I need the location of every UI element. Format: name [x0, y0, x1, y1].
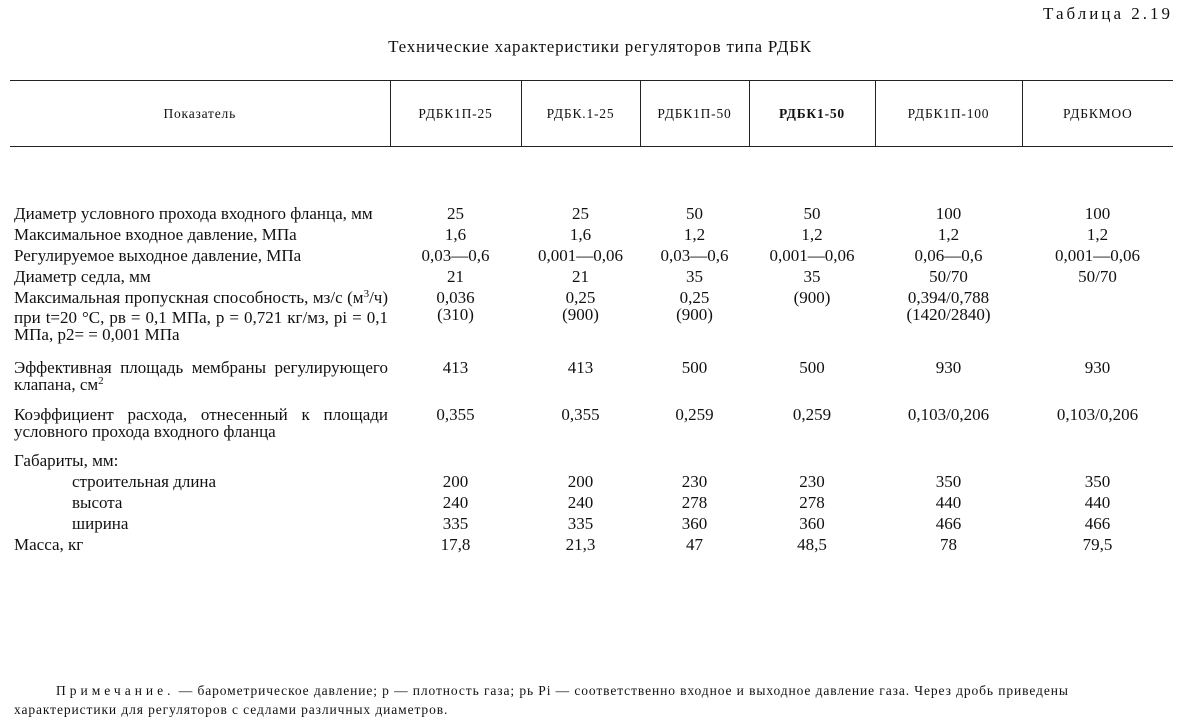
row-value: 25	[447, 204, 464, 223]
row-value: 0,25 (900)	[676, 288, 713, 324]
row-value: 0,394/0,788 (1420/2840)	[906, 288, 991, 324]
row-value	[875, 440, 1022, 469]
row-value: 1,2	[683, 225, 706, 244]
table-number: Таблица 2.19	[1043, 4, 1173, 23]
row-value: 413	[442, 358, 469, 377]
row-param: Максимальная пропускная способность, мз/с $(м^3/ч)$ при t=20 °С, рв = 0,1 МПа, р = 0,721 кг/мз, рi = 0,1 МПа, р2= = 0,001 МПа	[14, 288, 388, 344]
table-row	[10, 469, 1173, 490]
row-value: 350	[1084, 472, 1111, 491]
row-param: ширина	[72, 514, 129, 533]
row-value: 360	[681, 514, 708, 533]
footnote	[14, 681, 1164, 719]
row-value: 25	[572, 204, 589, 223]
row-value: 0,259	[675, 405, 714, 424]
row-param: Масса, кг	[14, 535, 84, 554]
row-value: 413	[567, 358, 594, 377]
header-model: РДБК1П-50	[640, 81, 749, 147]
row-value: 35	[803, 267, 821, 286]
row-value: 79,5	[1082, 535, 1113, 554]
row-value	[1022, 440, 1173, 469]
table-body	[10, 147, 1173, 554]
row-value: 440	[935, 493, 962, 512]
row-param: Габариты, мм:	[14, 451, 119, 470]
row-value: 1,6	[444, 225, 467, 244]
spacer-row	[10, 147, 1173, 176]
row-value: 230	[681, 472, 708, 491]
row-value: (900)	[793, 288, 831, 307]
row-value: 21,3	[565, 535, 596, 554]
row-value: 230	[799, 472, 825, 491]
row-value: 1,2	[937, 225, 960, 244]
row-value: 200	[442, 472, 469, 491]
row-value: 100	[1084, 204, 1111, 223]
row-value: 50/70	[929, 267, 968, 286]
row-value: 278	[681, 493, 708, 512]
row-value: 0,25 (900)	[562, 288, 599, 324]
table-row	[10, 264, 1173, 285]
row-value: 930	[1084, 358, 1111, 377]
row-value: 0,103/0,206	[1056, 405, 1139, 424]
row-value: 500	[799, 358, 825, 377]
table-row	[10, 396, 1173, 440]
row-param: Максимальное входное давление, МПа	[14, 225, 297, 244]
row-value	[640, 440, 749, 469]
row-value: 1,2	[801, 225, 823, 244]
row-value: 240	[442, 493, 469, 512]
row-value: 930	[935, 358, 962, 377]
row-value: 0,001—0,06	[1055, 246, 1140, 265]
row-value: 0,03—0,6	[660, 246, 729, 265]
row-value: 35	[686, 267, 703, 286]
row-value: 17,8	[440, 535, 471, 554]
header-model: РДБК1П-25	[390, 81, 521, 147]
row-value: 0,355	[561, 405, 600, 424]
row-value: 21	[572, 267, 589, 286]
row-value: 335	[442, 514, 469, 533]
row-value: 200	[567, 472, 594, 491]
table-row	[10, 511, 1173, 532]
footnote-label: Примечание.	[56, 683, 175, 698]
row-value: 0,355	[436, 405, 475, 424]
row-value	[1022, 285, 1173, 343]
row-value: 47	[686, 535, 703, 554]
row-value: 0,036 (310)	[436, 288, 475, 324]
row-param: Регулируемое выходное давление, МПа	[14, 246, 302, 265]
table-row	[10, 175, 1173, 222]
row-value: 500	[681, 358, 708, 377]
row-value: 0,001—0,06	[769, 246, 855, 265]
row-value: 0,06—0,6	[914, 246, 983, 265]
row-value: 440	[1084, 493, 1111, 512]
row-value: 0,03—0,6	[421, 246, 490, 265]
header-model: РДБК1П-100	[875, 81, 1022, 147]
row-value: 50	[686, 204, 703, 223]
row-value	[749, 440, 875, 469]
row-param: строительная длина	[72, 472, 217, 491]
row-value: 1,6	[569, 225, 592, 244]
row-value: 0,001—0,06	[538, 246, 623, 265]
row-value: 335	[567, 514, 594, 533]
table-row	[10, 243, 1173, 264]
row-param: Диаметр условного прохода входного фланца, мм	[14, 204, 373, 223]
table-caption: Технические характеристики регуляторов типа РДБК	[388, 37, 812, 56]
row-value: 278	[799, 493, 825, 512]
row-value: 350	[935, 472, 962, 491]
table-row	[10, 440, 1173, 469]
spec-table	[10, 80, 1173, 553]
row-value: 100	[935, 204, 962, 223]
table-row	[10, 285, 1173, 343]
row-param: Коэффициент расхода, отнесенный к площади условного прохода входного фланца	[14, 405, 388, 441]
header-model: РДБК.1-25	[521, 81, 640, 147]
row-value	[390, 440, 521, 469]
table-row	[10, 490, 1173, 511]
row-value: 360	[799, 514, 825, 533]
header-model: РДБК1-50	[749, 81, 875, 147]
table-row	[10, 343, 1173, 396]
row-value: 0,103/0,206	[907, 405, 990, 424]
row-param: Эффективная площадь мембраны регулирующего клапана, $см^2$	[14, 358, 388, 394]
row-value: 78	[940, 535, 957, 554]
header-row	[10, 81, 1173, 147]
row-value: 1,2	[1086, 225, 1109, 244]
table-row	[10, 222, 1173, 243]
header-model: РДБКМОО	[1022, 81, 1173, 147]
row-value: 21	[447, 267, 464, 286]
footnote-text: — барометрическое давление; р — плотность газа; рь Pi — соответственно входное и выходное давление газа. Через дробь приведены характеристики для регуляторов с седлами различных диаметров.	[14, 683, 1069, 717]
row-value: 50/70	[1078, 267, 1117, 286]
row-value	[521, 440, 640, 469]
row-value: 0,259	[792, 405, 832, 424]
row-value: 48,5	[797, 535, 827, 554]
row-value: 466	[935, 514, 962, 533]
row-value: 240	[567, 493, 594, 512]
row-param: высота	[72, 493, 123, 512]
row-value: 466	[1084, 514, 1111, 533]
header-param: Показатель	[10, 81, 390, 147]
row-value: 50	[803, 204, 821, 223]
row-param: Диаметр седла, мм	[14, 267, 151, 286]
table-row	[10, 532, 1173, 553]
